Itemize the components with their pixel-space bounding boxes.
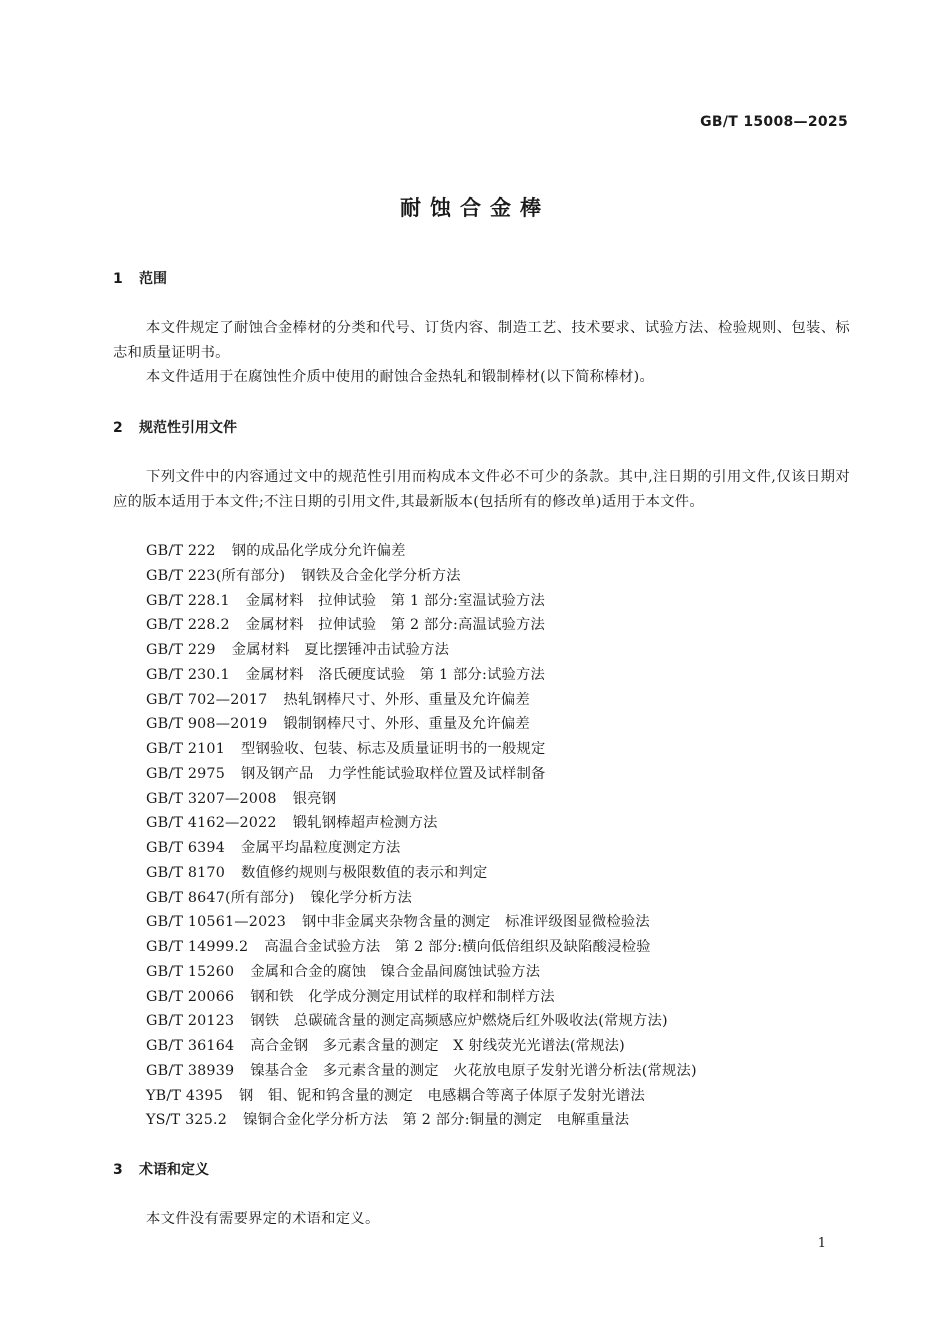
section-2-heading [113,417,237,437]
reference-title: 高温合金试验方法 第 2 部分:横向低倍组织及缺陷酸浸检验 [264,939,651,955]
section-1-paragraph: 本文件规定了耐蚀合金棒材的分类和代号、订货内容、制造工艺、技术要求、试验方法、检验规则、包装、标志和质量证明书。 [113,320,850,361]
reference-code: GB/T 222 [146,543,216,559]
reference-code: GB/T 229 [146,642,216,658]
reference-title: 镍化学分析方法 [310,889,413,906]
reference-item [146,1059,697,1084]
reference-code: GB/T 14999.2 [146,939,249,955]
reference-title: 钢 钼、铌和钨含量的测定 电感耦合等离子体原子发射光谱法 [239,1087,645,1104]
reference-title: 锻制钢棒尺寸、外形、重量及允许偏差 [283,716,530,733]
reference-title: 金属材料 夏比摆锤冲击试验方法 [231,642,450,658]
reference-code: GB/T 908—2019 [146,716,268,733]
reference-code: GB/T 20123 [146,1013,235,1030]
reference-item [146,1108,697,1133]
section-title: 规范性引用文件 [139,420,237,436]
reference-title: 钢中非金属夹杂物含量的测定 标准评级图显微检验法 [302,914,650,931]
section-number: 2 [113,420,123,436]
reference-item [146,539,697,564]
normative-references-list [146,539,697,1133]
reference-title: 钢铁及合金化学分析方法 [301,567,461,584]
reference-title: 热轧钢棒尺寸、外形、重量及允许偏差 [283,691,530,708]
reference-code: GB/T 10561—2023 [146,914,286,931]
reference-item [146,737,697,762]
section-3-paragraph: 本文件没有需要界定的术语和定义。 [146,1211,380,1227]
section-title: 术语和定义 [139,1162,209,1178]
reference-code: YB/T 4395 [146,1087,224,1104]
reference-item [146,836,697,861]
reference-item [146,638,697,663]
reference-code: GB/T 38939 [146,1062,235,1079]
reference-code: GB/T 223(所有部分) [146,567,286,584]
section-2-paragraph: 下列文件中的内容通过文中的规范性引用而构成本文件必不可少的条款。其中,注日期的引用文件,仅该日期对应的版本适用于本文件;不注日期的引用文件,其最新版本(包括所有的修改单)适用于本文件。 [113,469,850,510]
page-number: 1 [817,1236,826,1251]
reference-item [146,910,697,935]
reference-item [146,935,697,960]
reference-code: GB/T 8647(所有部分) [146,889,295,906]
reference-title: 金属材料 拉伸试验 第 2 部分:高温试验方法 [245,617,546,634]
reference-code: GB/T 230.1 [146,666,230,683]
reference-code: GB/T 228.1 [146,592,230,609]
reference-item [146,960,697,985]
section-number: 3 [113,1162,123,1178]
reference-code: GB/T 3207—2008 [146,790,277,807]
section-3-heading [113,1159,209,1179]
document-title: 耐蚀合金棒 [400,196,550,220]
reference-title: 钢和铁 化学成分测定用试样的取样和制样方法 [250,988,555,1005]
reference-title: 数值修约规则与极限数值的表示和判定 [241,864,488,881]
reference-title: 锻轧钢棒超声检测方法 [292,815,438,832]
reference-code: GB/T 4162—2022 [146,815,277,832]
reference-item [146,811,697,836]
section-title: 范围 [139,271,167,287]
reference-item [146,886,697,911]
reference-item [146,985,697,1010]
reference-title: 金属平均晶粒度测定方法 [241,840,401,856]
reference-item [146,688,697,713]
reference-code: GB/T 15260 [146,963,235,980]
reference-code: GB/T 702—2017 [146,691,268,708]
reference-code: GB/T 228.2 [146,617,230,634]
reference-title: 钢及钢产品 力学性能试验取样位置及试样制备 [241,765,546,782]
reference-item [146,787,697,812]
section-1-heading [113,268,167,288]
reference-item [146,1009,697,1034]
section-1-paragraph: 本文件适用于在腐蚀性介质中使用的耐蚀合金热轧和锻制棒材(以下简称棒材)。 [146,369,655,385]
reference-item [146,564,697,589]
reference-item [146,861,697,886]
reference-item [146,1084,697,1109]
reference-code: GB/T 36164 [146,1038,235,1054]
reference-code: GB/T 8170 [146,864,226,881]
reference-title: 金属材料 洛氏硬度试验 第 1 部分:试验方法 [245,666,546,683]
reference-code: GB/T 6394 [146,840,226,856]
reference-item [146,613,697,638]
reference-code: GB/T 20066 [146,988,235,1005]
reference-title: 金属和合金的腐蚀 镍合金晶间腐蚀试验方法 [250,963,541,980]
reference-code: YS/T 325.2 [146,1112,228,1129]
reference-item [146,663,697,688]
reference-title: 镍基合金 多元素含量的测定 火花放电原子发射光谱分析法(常规法) [250,1062,697,1079]
reference-title: 钢的成品化学成分允许偏差 [231,543,406,559]
section-number: 1 [113,271,123,287]
reference-title: 高合金钢 多元素含量的测定 X 射线荧光光谱法(常规法) [250,1038,625,1054]
reference-title: 镍铜合金化学分析方法 第 2 部分:铜量的测定 电解重量法 [243,1112,630,1129]
reference-title: 金属材料 拉伸试验 第 1 部分:室温试验方法 [245,592,546,609]
reference-item [146,712,697,737]
reference-title: 型钢验收、包装、标志及质量证明书的一般规定 [241,741,546,757]
reference-title: 钢铁 总碳硫含量的测定高频感应炉燃烧后红外吸收法(常规方法) [250,1013,668,1030]
standard-number: GB/T 15008—2025 [700,114,848,130]
reference-item [146,1034,697,1059]
reference-code: GB/T 2975 [146,765,226,782]
reference-title: 银亮钢 [292,790,337,807]
reference-code: GB/T 2101 [146,741,226,757]
reference-item [146,589,697,614]
reference-item [146,762,697,787]
